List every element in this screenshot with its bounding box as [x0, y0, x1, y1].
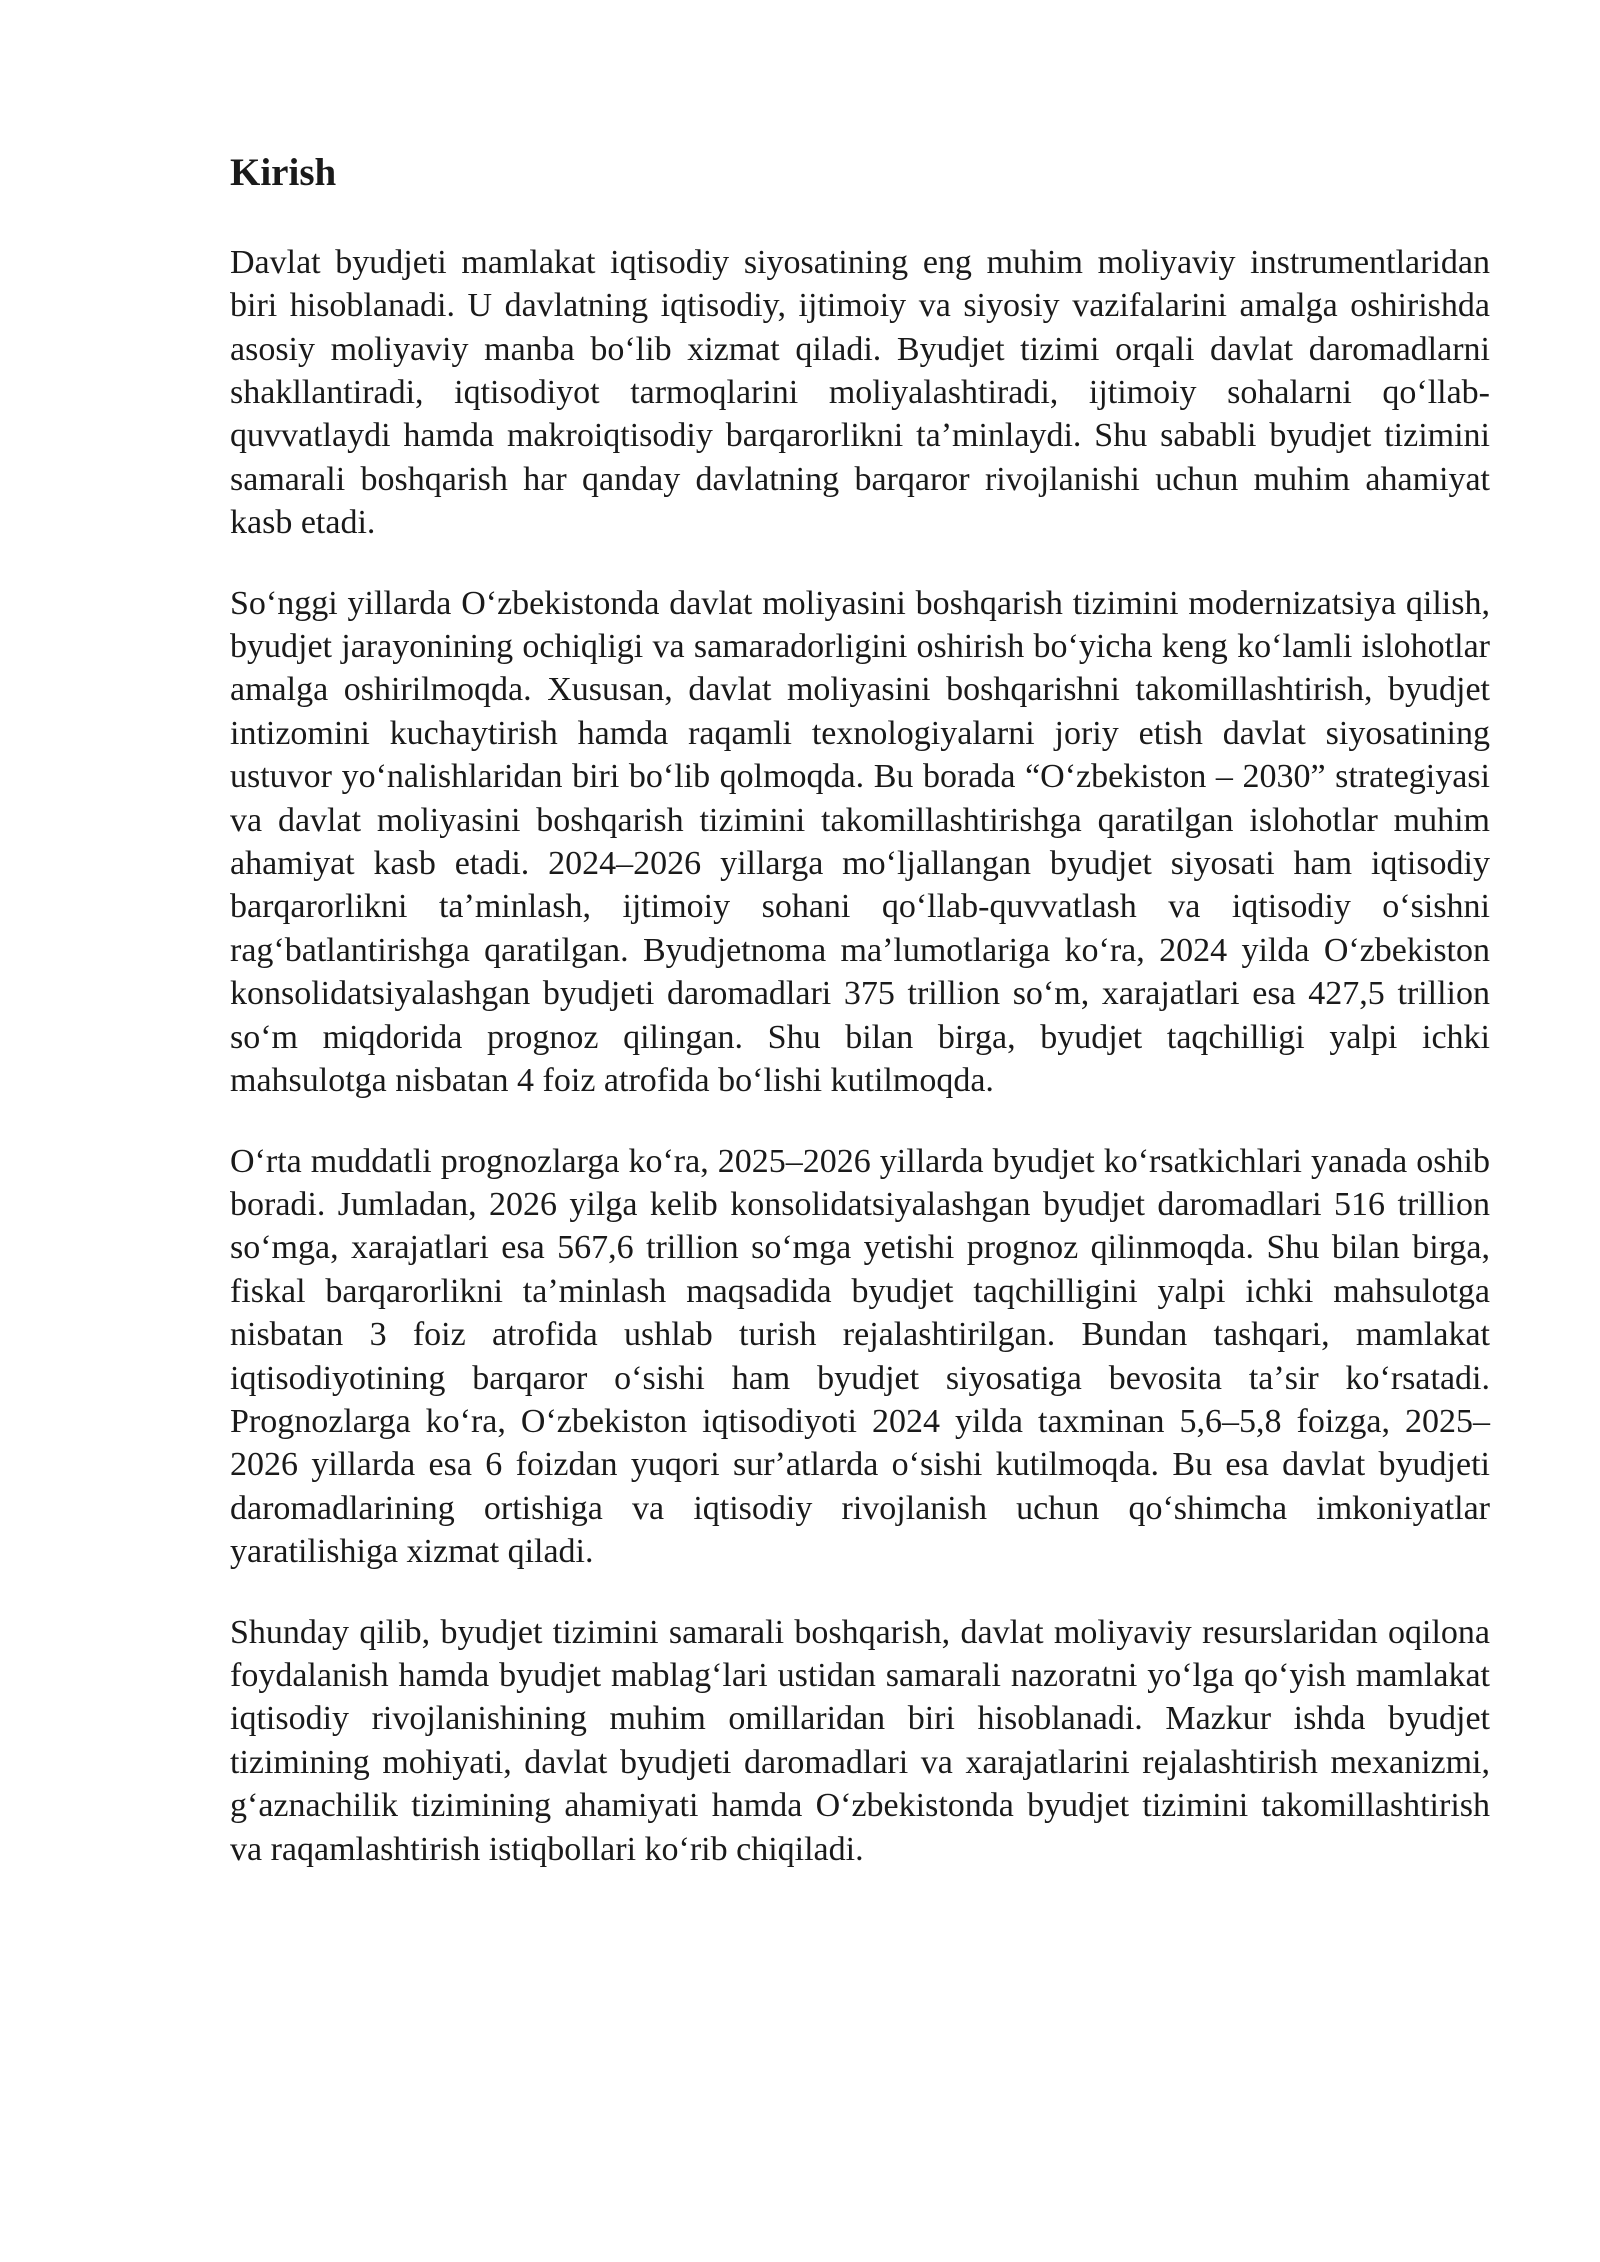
- document-body: [230, 150, 1490, 1908]
- paragraph-3: Oʻrta muddatli prognozlarga koʻra, 2025–2026 yillarda byudjet koʻrsatkichlari yanada oshib boradi. Jumladan, 2026 yilga kelib konsolidatsiyalashgan byudjet daromadlari 516 trillion soʻmga, xarajatlari esa 567,6 trillion soʻmga yetishi prognoz qilinmoqda. Shu bilan birga, fiskal barqarorlikni taʼminlash maqsadida byudjet taqchilligini yalpi ichki mahsulotga nisbatan 3 foiz atrofida ushlab turish rejalashtirilgan. Bundan tashqari, mamlakat iqtisodiyotining barqaror oʻsishi ham byudjet siyosatiga bevosita taʼsir koʻrsatadi. Prognozlarga koʻra, Oʻzbekiston iqtisodiyoti 2024 yilda taxminan 5,6–5,8 foizga, 2025–2026 yillarda esa 6 foizdan yuqori surʼatlarda oʻsishi kutilmoqda. Bu esa davlat byudjeti daromadlarining ortishiga va iqtisodiy rivojlanish uchun qoʻshimcha imkoniyatlar yaratilishiga xizmat qiladi.: [230, 1142, 1490, 1571]
- paragraph-2: Soʻnggi yillarda Oʻzbekistonda davlat moliyasini boshqarish tizimini modernizatsiya qilish, byudjet jarayonining ochiqligi va samaradorligini oshirish boʻyicha keng koʻlamli islohotlar amalga oshirilmoqda. Xususan, davlat moliyasini boshqarishni takomillashtirish, byudjet intizomini kuchaytirish hamda raqamli texnologiyalarni joriy etish davlat siyosatining ustuvor yoʻnalishlaridan biri boʻlib qolmoqda. Bu borada “Oʻzbekiston – 2030” strategiyasi va davlat moliyasini boshqarish tizimini takomillashtirishga qaratilgan islohotlar muhim ahamiyat kasb etadi. 2024–2026 yillarga moʻljallangan byudjet siyosati ham iqtisodiy barqarorlikni taʼminlash, ijtimoiy sohani qoʻllab-quvvatlash va iqtisodiy oʻsishni ragʻbatlantirishga qaratilgan. Byudjetnoma maʼlumotlariga koʻra, 2024 yilda Oʻzbekiston konsolidatsiyalashgan byudjeti daromadlari 375 trillion soʻm, xarajatlari esa 427,5 trillion soʻm miqdorida prognoz qilingan. Shu bilan birga, byudjet taqchilligi yalpi ichki mahsulotga nisbatan 4 foiz atrofida boʻlishi kutilmoqda.: [230, 584, 1490, 1100]
- section-heading: Kirish: [230, 151, 337, 194]
- paragraph-1: Davlat byudjeti mamlakat iqtisodiy siyosatining eng muhim moliyaviy instrumentlaridan biri hisoblanadi. U davlatning iqtisodiy, ijtimoiy va siyosiy vazifalarini amalga oshirishda asosiy moliyaviy manba boʻlib xizmat qiladi. Byudjet tizimi orqali davlat daromadlarni shakllantiradi, iqtisodiyot tarmoqlarini moliyalashtiradi, ijtimoiy sohalarni qoʻllab-quvvatlaydi hamda makroiqtisodiy barqarorlikni taʼminlaydi. Shu sababli byudjet tizimini samarali boshqarish har qanday davlatning barqaror rivojlanishi uchun muhim ahamiyat kasb etadi.: [230, 243, 1490, 542]
- paragraph-4: Shunday qilib, byudjet tizimini samarali boshqarish, davlat moliyaviy resurslaridan oqilona foydalanish hamda byudjet mablagʻlari ustidan samarali nazoratni yoʻlga qoʻyish mamlakat iqtisodiy rivojlanishining muhim omillaridan biri hisoblanadi. Mazkur ishda byudjet tizimining mohiyati, davlat byudjeti daromadlari va xarajatlarini rejalashtirish mexanizmi, gʻaznachilik tizimining ahamiyati hamda Oʻzbekistonda byudjet tizimini takomillashtirish va raqamlashtirish istiqbollari koʻrib chiqiladi.: [230, 1613, 1490, 1868]
